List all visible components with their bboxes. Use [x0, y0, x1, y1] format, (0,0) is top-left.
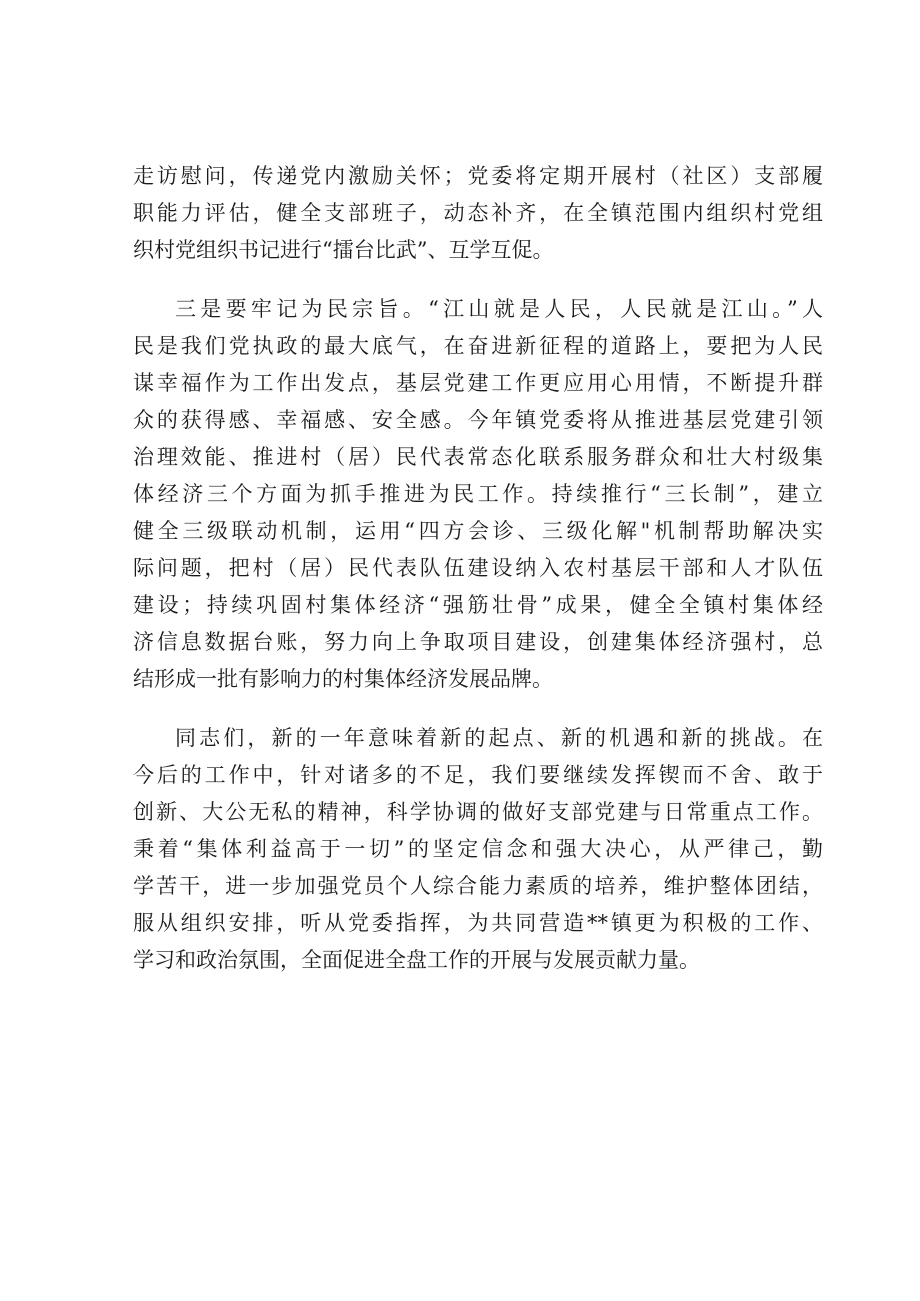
- text-line: 众的获得感、幸福感、安全感。今年镇党委将从推进基层党建引领: [133, 408, 823, 432]
- text-line: 职能力评估，健全支部班子，动态补齐，在全镇范围内组织村党组: [133, 201, 823, 225]
- text-line: 同志们，新的一年意味着新的起点、新的机遇和新的挑战。在: [175, 726, 823, 750]
- text-line: 治理效能、推进村（居）民代表常态化联系服务群众和壮大村级集: [133, 445, 823, 469]
- paragraph-2: [133, 291, 823, 698]
- document-body: [133, 158, 823, 1001]
- text-line: 结形成一批有影响力的村集体经济发展品牌。: [133, 667, 553, 691]
- text-line: 走访慰问，传递党内激励关怀；党委将定期开展村（社区）支部履: [133, 164, 823, 188]
- text-line: 今后的工作中，针对诸多的不足，我们要继续发挥锲而不舍、敢于: [133, 763, 823, 787]
- text-line: 建设；持续巩固村集体经济“强筋壮骨”成果，健全全镇村集体经: [133, 593, 823, 617]
- text-line: 秉着“集体利益高于一切”的坚定信念和强大决心，从严律己，勤: [133, 837, 823, 861]
- text-line: 学苦干，进一步加强党员个人综合能力素质的培养，维护整体团结，: [133, 874, 823, 898]
- text-line: 健全三级联动机制，运用“四方会诊、三级化解"机制帮助解决实: [133, 519, 823, 543]
- text-line: 服从组织安排，听从党委指挥，为共同营造**镇更为积极的工作、: [133, 911, 823, 935]
- text-line: 织村党组织书记进行“擂台比武”、互学互促。: [133, 238, 554, 262]
- text-line: 体经济三个方面为抓手推进为民工作。持续推行“三长制”，建立: [133, 482, 823, 506]
- paragraph-3: [133, 720, 823, 979]
- text-line: 创新、大公无私的精神，科学协调的做好支部党建与日常重点工作。: [133, 800, 823, 824]
- text-line: 谋幸福作为工作出发点，基层党建工作更应用心用情，不断提升群: [133, 371, 823, 395]
- paragraph-1: [133, 158, 823, 269]
- text-line: 民是我们党执政的最大底气，在奋进新征程的道路上，要把为人民: [133, 334, 823, 358]
- text-line: 济信息数据台账，努力向上争取项目建设，创建集体经济强村，总: [133, 630, 823, 654]
- text-line: 三是要牢记为民宗旨。“江山就是人民，人民就是江山。”人: [175, 297, 823, 321]
- text-line: 学习和政治氛围，全面促进全盘工作的开展与发展贡献力量。: [133, 948, 700, 972]
- text-line: 际问题，把村（居）民代表队伍建设纳入农村基层干部和人才队伍: [133, 556, 823, 580]
